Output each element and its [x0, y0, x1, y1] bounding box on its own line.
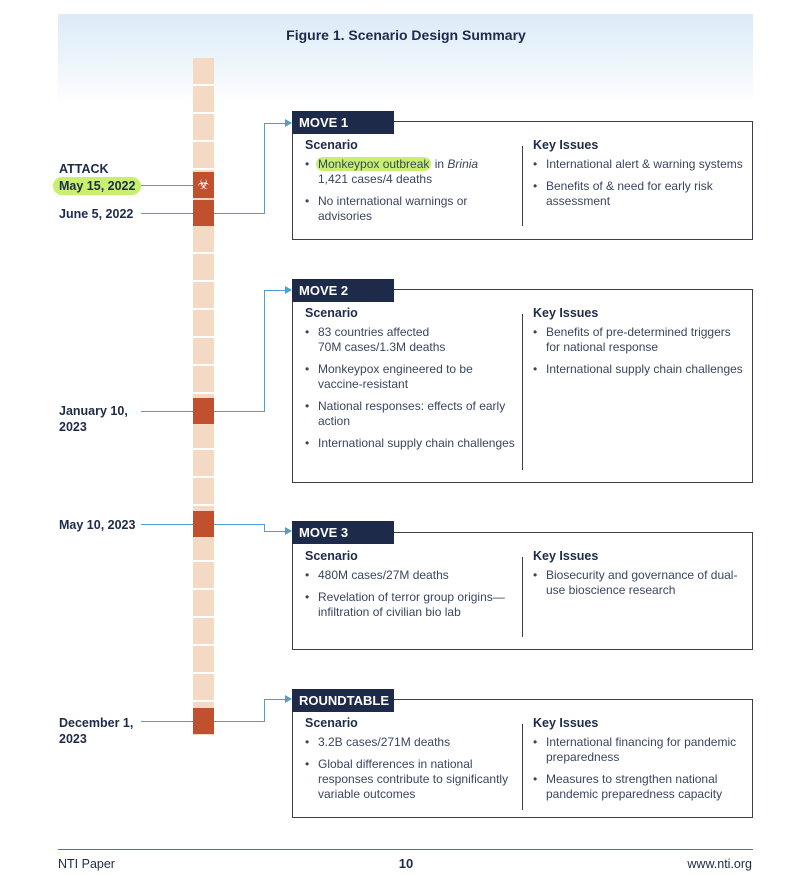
- connector-move2-h: [214, 411, 264, 412]
- connector-move2-v: [264, 290, 265, 412]
- attack-label: ATTACK: [59, 162, 109, 176]
- list-item: • 3.2B cases/271M deaths: [305, 735, 517, 750]
- date-roundtable: December 1, 2023: [59, 716, 134, 746]
- timeline-marker-roundtable: [193, 708, 214, 734]
- list-item: • International financing for pandemic preparedness: [533, 735, 743, 765]
- connector-attack: [141, 185, 193, 186]
- issues-title: Key Issues: [533, 138, 599, 152]
- move3-scenario: [305, 549, 517, 627]
- connector-move1-h2: [264, 123, 286, 124]
- scenario-title: Scenario: [305, 549, 358, 563]
- issues-title: Key Issues: [533, 716, 599, 730]
- column-divider: [522, 146, 523, 226]
- date-move2: January 10, 2023: [59, 404, 128, 434]
- list-item: • International supply chain challenges: [305, 436, 517, 451]
- timeline-marker-move3: [193, 511, 214, 537]
- timeline-attack-marker: [193, 172, 214, 198]
- move1-box: [292, 121, 753, 240]
- list-item: • Revelation of terror group origins—infiltration of civilian bio lab: [305, 590, 517, 620]
- biohazard-icon: ☣: [197, 177, 210, 193]
- move2-issues: [533, 306, 743, 384]
- connector-date4: [141, 721, 193, 722]
- connector-move3-h: [214, 524, 264, 525]
- list-item: • Monkeypox engineered to be vaccine-resistant: [305, 362, 517, 392]
- list-item: • International supply chain challenges: [533, 362, 743, 377]
- roundtable-tab: ROUNDTABLE: [292, 689, 394, 712]
- connector-move2-h2: [264, 290, 286, 291]
- list-item: • Benefits of pre-determined triggers for national response: [533, 325, 743, 355]
- footer-website: www.nti.org: [687, 857, 752, 871]
- move2-box: [292, 289, 753, 483]
- arrow-move1: [285, 119, 292, 127]
- date-move3: May 10, 2023: [59, 518, 136, 532]
- move3-tab: MOVE 3: [292, 521, 394, 544]
- list-item: • 480M cases/27M deaths: [305, 568, 517, 583]
- list-item: • National responses: effects of early action: [305, 399, 517, 429]
- column-divider: [522, 314, 523, 470]
- scenario-title: Scenario: [305, 138, 358, 152]
- connector-date2: [141, 411, 193, 412]
- figure-title: Figure 1. Scenario Design Summary: [286, 27, 526, 43]
- arrow-roundtable: [285, 695, 292, 703]
- connector-move3-h2: [264, 531, 286, 532]
- move1-scenario: [305, 138, 517, 231]
- page-number: 10: [398, 856, 414, 871]
- issues-title: Key Issues: [533, 549, 599, 563]
- footer-publication: NTI Paper: [58, 857, 115, 871]
- list-item: • Benefits of & need for early risk assessment: [533, 179, 743, 209]
- connector-date1: [141, 213, 193, 214]
- issues-title: Key Issues: [533, 306, 599, 320]
- roundtable-issues: [533, 716, 743, 809]
- scenario-title: Scenario: [305, 716, 358, 730]
- scenario-title: Scenario: [305, 306, 358, 320]
- move2-tab: MOVE 2: [292, 279, 394, 302]
- arrow-move3: [285, 527, 292, 535]
- timeline-bar: [193, 58, 214, 735]
- timeline-marker-move1: [193, 200, 214, 226]
- list-item: • Monkeypox outbreak in Brinia 1,421 cases/4 deaths: [305, 157, 517, 187]
- list-item: • Biosecurity and governance of dual-use bioscience research: [533, 568, 743, 598]
- move3-issues: [533, 549, 743, 605]
- roundtable-box: [292, 699, 753, 818]
- attack-date: May 15, 2022: [53, 177, 141, 195]
- timeline-marker-move2: [193, 398, 214, 424]
- move2-scenario: [305, 306, 517, 458]
- date-move1: June 5, 2022: [59, 207, 134, 221]
- column-divider: [522, 557, 523, 637]
- list-item: • No international warnings or advisories: [305, 194, 517, 224]
- arrow-move2: [285, 286, 292, 294]
- roundtable-scenario: [305, 716, 517, 809]
- move1-issues: [533, 138, 743, 216]
- list-item: • International alert & warning systems: [533, 157, 743, 172]
- highlighted-text: Monkeypox outbreak: [318, 157, 430, 171]
- move1-tab: MOVE 1: [292, 111, 394, 134]
- connector-date3: [141, 524, 193, 525]
- connector-roundtable-h: [214, 721, 264, 722]
- connector-roundtable-h2: [264, 699, 286, 700]
- column-divider: [522, 724, 523, 810]
- connector-move1-h: [214, 213, 264, 214]
- list-item: • Measures to strengthen national pandemic preparedness capacity: [533, 772, 743, 802]
- list-item: • 83 countries affected 70M cases/1.3M deaths: [305, 325, 517, 355]
- connector-roundtable-v: [264, 699, 265, 722]
- footer-rule: [58, 849, 753, 850]
- move3-box: [292, 532, 753, 650]
- list-item: • Global differences in national responses contribute to significantly variable outcomes: [305, 757, 517, 802]
- connector-move1-v: [264, 123, 265, 214]
